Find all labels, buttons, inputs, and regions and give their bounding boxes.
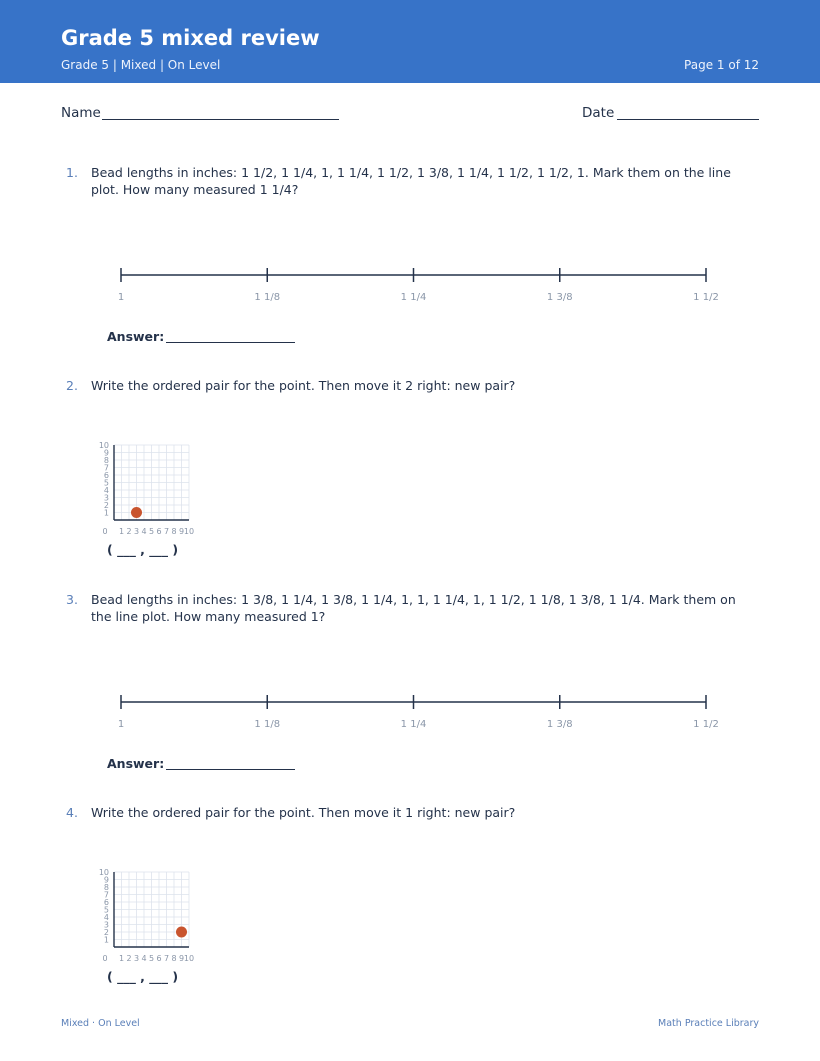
y-tick-label: 8 — [103, 456, 109, 465]
page-number: Page 1 of 12 — [684, 58, 759, 72]
x-tick-label: 8 — [171, 527, 177, 536]
y-tick-label: 6 — [103, 898, 109, 907]
x-tick-label: 1 — [118, 954, 125, 963]
answer-label: Answer: — [107, 756, 165, 771]
question-text: Write the ordered pair for the point. Then move it 1 right: new pair? — [91, 805, 516, 820]
x-tick-label: 8 — [171, 954, 177, 963]
plotted-point — [176, 927, 187, 938]
worksheet-title: Grade 5 mixed review — [61, 26, 320, 50]
x-tick-label: 9 — [178, 954, 185, 963]
y-tick-label: 5 — [103, 905, 109, 915]
question-number: 2. — [66, 378, 78, 393]
x-tick-label: 1 — [118, 527, 125, 536]
question-number: 4. — [66, 805, 78, 820]
y-tick-label: 10 — [98, 868, 109, 877]
x-tick-label: 5 — [148, 954, 155, 963]
tick-label: 1 1/8 — [254, 719, 281, 730]
plotted-point — [131, 507, 142, 518]
page-header — [0, 0, 820, 83]
y-tick-label: 7 — [103, 890, 109, 900]
y-tick-label: 1 — [103, 508, 109, 518]
tick-label: 1 1/2 — [693, 719, 719, 730]
line-plot[interactable] — [100, 692, 740, 752]
footer-right: Math Practice Library — [658, 1018, 759, 1029]
x-tick-label: 7 — [163, 527, 170, 536]
y-tick-label: 9 — [103, 875, 109, 885]
x-tick-label: 9 — [178, 527, 185, 536]
y-tick-label: 1 — [103, 935, 109, 945]
y-tick-label: 8 — [103, 883, 109, 892]
tick-label: 1 1/2 — [693, 292, 719, 303]
question-number: 1. — [66, 165, 78, 180]
x-tick-label: 4 — [141, 954, 147, 963]
footer-left: Mixed · On Level — [61, 1018, 140, 1029]
y-tick-label: 10 — [98, 441, 109, 450]
tick-label: 1 1/8 — [254, 292, 281, 303]
tick-label: 1 3/8 — [546, 292, 573, 303]
name-field[interactable] — [102, 119, 339, 120]
answer-label: Answer: — [107, 329, 165, 344]
coordinate-grid — [90, 438, 200, 538]
x-tick-label: 10 — [183, 527, 195, 536]
origin-label: 0 — [102, 527, 108, 536]
tick-label: 1 3/8 — [546, 719, 573, 730]
y-tick-label: 4 — [103, 913, 109, 922]
x-tick-label: 7 — [163, 954, 170, 963]
tick-label: 1 — [117, 292, 125, 303]
question-text: Bead lengths in inches: 1 3/8, 1 1/4, 1 3/8, 1 1/4, 1, 1, 1 1/4, 1, 1 1/2, 1 1/8, 1 3/8, 1 1/4. Mark them on the line plot. How many measured 1? — [91, 592, 736, 624]
date-field[interactable] — [617, 119, 759, 120]
name-label: Name — [61, 105, 101, 121]
worksheet-subtitle: Grade 5 | Mixed | On Level — [61, 58, 221, 72]
x-tick-label: 3 — [133, 954, 140, 963]
y-tick-label: 7 — [103, 463, 109, 473]
question-text: Write the ordered pair for the point. Then move it 2 right: new pair? — [91, 378, 516, 393]
coordinate-grid — [90, 865, 200, 965]
date-label: Date — [582, 105, 615, 121]
x-tick-label: 6 — [156, 954, 162, 963]
question-text: Bead lengths in inches: 1 1/2, 1 1/4, 1, 1 1/4, 1 1/2, 1 3/8, 1 1/4, 1 1/2, 1 1/2, 1. Mark them on the line plot. How many measured 1 1/4? — [91, 165, 731, 197]
y-tick-label: 5 — [103, 478, 109, 488]
answer-field[interactable] — [166, 769, 295, 770]
answer-field[interactable] — [166, 342, 295, 343]
line-plot[interactable] — [100, 265, 740, 325]
x-tick-label: 3 — [133, 527, 140, 536]
ordered-pair-answer[interactable]: ( ___ , ___ ) — [107, 969, 179, 984]
y-tick-label: 3 — [103, 493, 109, 503]
x-tick-label: 6 — [156, 527, 162, 536]
x-tick-label: 5 — [148, 527, 155, 536]
ordered-pair-answer[interactable]: ( ___ , ___ ) — [107, 542, 179, 557]
question-number: 3. — [66, 592, 78, 607]
tick-label: 1 — [117, 719, 125, 730]
origin-label: 0 — [102, 954, 108, 963]
tick-label: 1 1/4 — [400, 292, 427, 303]
y-tick-label: 2 — [103, 928, 109, 937]
tick-label: 1 1/4 — [400, 719, 427, 730]
y-tick-label: 4 — [103, 486, 109, 495]
x-tick-label: 10 — [183, 954, 195, 963]
y-tick-label: 9 — [103, 448, 109, 458]
y-tick-label: 3 — [103, 920, 109, 930]
x-tick-label: 2 — [126, 527, 132, 536]
y-tick-label: 2 — [103, 501, 109, 510]
y-tick-label: 6 — [103, 471, 109, 480]
x-tick-label: 4 — [141, 527, 147, 536]
x-tick-label: 2 — [126, 954, 132, 963]
